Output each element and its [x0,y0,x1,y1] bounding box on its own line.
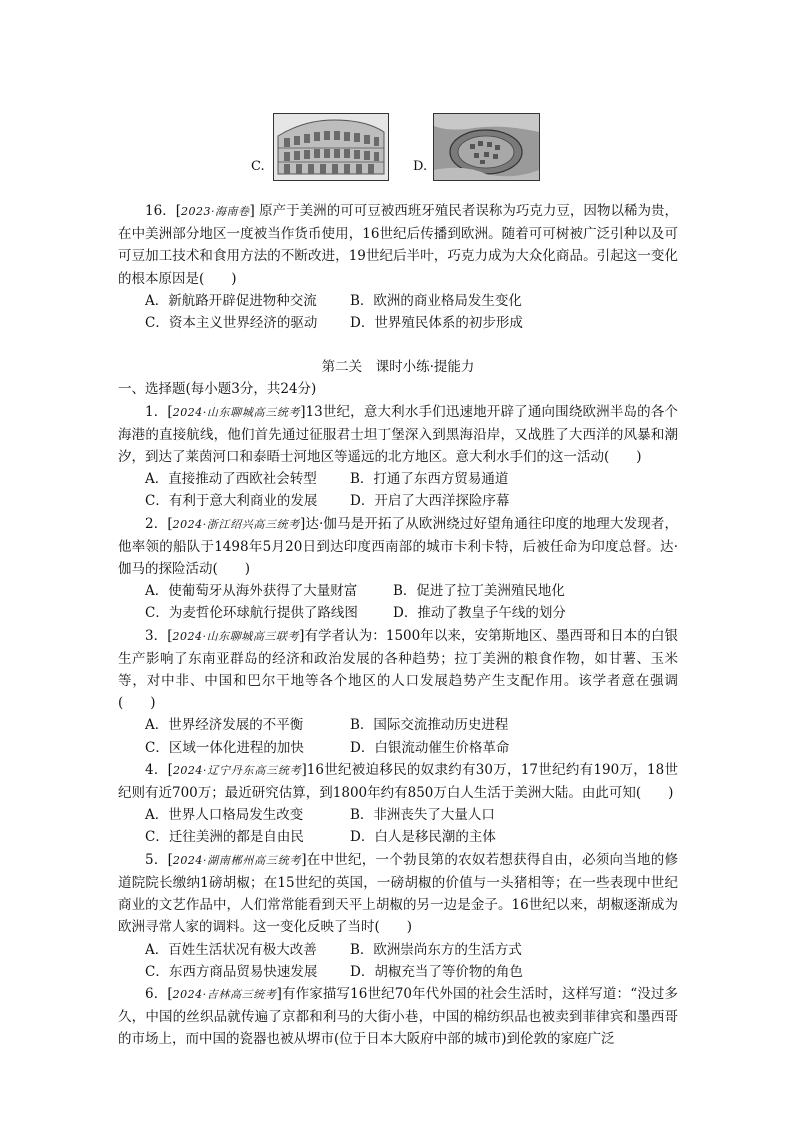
option-b[interactable]: B．欧洲崇尚东方的生活方式 [350,941,522,958]
question-1-options [118,468,678,512]
option-b[interactable]: B．促进了拉丁美洲殖民地化 [393,583,565,600]
question-source: 2024·湖南郴州高三统考 [172,853,302,867]
question-text: 达·伽马是开拓了从欧洲绕过好望角通往印度的地理大发现者，他率领的船队于1498年5月20日到达印度西南部的城市卡利卡特，后被任命为印度总督。达·伽马的探险活动( ) [118,515,678,578]
document-body [118,200,678,1051]
option-d[interactable]: D．开启了大西洋探险序幕 [350,493,510,510]
option-c-label: C. [251,159,265,174]
question-source: 2024·吉林高三统考 [172,987,277,1001]
option-a[interactable]: A．新航路开辟促进物种交流 [145,292,317,309]
option-a[interactable]: A．百姓生活状况有极大改善 [145,941,317,958]
option-d[interactable]: D．白人是移民潮的主体 [350,829,496,846]
question-3 [118,625,678,759]
option-d[interactable]: D．推动了教皇子午线的划分 [393,605,566,622]
part-heading: 一、选择题(每小题3分，共24分) [118,381,317,398]
question-1 [118,401,678,513]
question-4-options [118,804,678,848]
option-a[interactable]: A．直接推动了西欧社会转型 [145,471,317,488]
question-number: 4． [145,761,168,778]
question-1-stem: 1．[2024·山东聊城高三统考]13世纪，意大利水手们迅速地开辟了通向围绕欧洲半岛的各个海港的直接航线，他们首先通过征服君士坦丁堡深入到黑海沿岸，又战胜了大西洋的风暴和潮汐，到达了莱茵河口和泰晤士河地区等遥远的北方地区。意大利水手们的这一活动( ) [118,403,678,466]
option-c[interactable]: C．东西方商品贸易快速发展 [145,963,318,980]
option-c[interactable]: C．资本主义世界经济的驱动 [145,315,318,332]
option-a[interactable]: A．世界经济发展的不平衡 [145,717,304,734]
option-b[interactable]: B．打通了东西方贸易通道 [350,471,509,488]
question-6-stem: 6．[2024·吉林高三统考]有作家描写16世纪70年代外国的社会生活时，这样写道：“没过多久，中国的丝织品就传遍了京都和利马的大街小巷，中国的棉纺织品也被卖到菲律宾和墨西哥的市场上，而中国的瓷器也被从堺市(位于日本大阪府中部的城市)到伦敦的家庭广泛 [118,985,678,1048]
question-number: 16． [145,203,176,219]
walled-city-map-image [433,113,540,181]
option-c[interactable]: C．有利于意大利商业的发展 [145,493,318,510]
question-16-stem: 16．[2023·海南卷] 原产于美洲的可可豆被西班牙殖民者误称为巧克力豆，因物以稀为贵，在中美洲部分地区一度被当作货币使用，16世纪后传播到欧洲。随着可可树被广泛引种以及可可豆加工技术和食用方法的不断改进，19世纪后半叶，巧克力成为大众化商品。引起这一变化的根本原因是( ) [118,203,679,287]
question-text: 有学者认为：1500年以来，安第斯地区、墨西哥和日本的白银生产影响了东南亚群岛的经济和政治发展的各种趋势；拉丁美洲的粮食作物，如甘薯、玉米等，对中非、中国和巴尔干地等各个地区的人口发展趋势产生支配作用。该学者意在强调( ) [118,627,679,712]
question-source: 2024·浙江绍兴高三统考 [172,517,300,531]
option-d[interactable]: D．世界殖民体系的初步形成 [350,315,523,332]
question-text: 有作家描写16世纪70年代外国的社会生活时，这样写道：“没过多久，中国的丝织品就传遍了京都和利马的大街小巷，中国的棉纺织品也被卖到菲律宾和墨西哥的市场上，而中国的瓷器也被从堺市(位于日本大阪府中部的城市)到伦敦的家庭广泛 [118,985,678,1048]
question-16 [118,200,678,334]
question-4 [118,759,678,849]
question-5 [118,849,678,983]
question-6 [118,983,678,1051]
question-source: 2024·山东聊城高三统考 [172,405,301,419]
question-text: 原产于美洲的可可豆被西班牙殖民者误称为巧克力豆，因物以稀为贵，在中美洲部分地区一度被当作货币使用，16世纪后传播到欧洲。随着可可树被广泛引种以及可可豆加工技术和食用方法的不断改进，19世纪后半叶，巧克力成为大众化商品。引起这一变化的根本原因是( ) [118,203,679,287]
option-a[interactable]: A．世界人口格局发生改变 [145,807,304,824]
question-3-stem: 3．[2024·山东聊城高三联考]有学者认为：1500年以来，安第斯地区、墨西哥和日本的白银生产影响了东南亚群岛的经济和政治发展的各种趋势；拉丁美洲的粮食作物，如甘薯、玉米等，对中非、中国和巴尔干地等各个地区的人口发展趋势产生支配作用。该学者意在强调( ) [118,627,679,712]
question-5-stem: 5．[2024·湖南郴州高三统考]在中世纪，一个勃艮第的农奴若想获得自由，必须向当地的修道院院长缴纳1磅胡椒；在15世纪的英国，一磅胡椒的价值与一头猪相等；在一些表现中世纪商业的文艺作品中，人们常常能看到天平上胡椒的另一边是金子。16世纪以来，胡椒逐渐成为欧洲寻常人家的调料。这一变化反映了当时( ) [118,851,678,936]
question-text: 13世纪，意大利水手们迅速地开辟了通向围绕欧洲半岛的各个海港的直接航线，他们首先通过征服君士坦丁堡深入到黑海沿岸，又战胜了大西洋的风暴和潮汐，到达了莱茵河口和泰晤士河地区等遥远的北方地区。意大利水手们的这一活动( ) [118,403,678,466]
colosseum-image [273,113,389,181]
question-number: 6． [145,985,168,1002]
option-d[interactable]: D．胡椒充当了等价物的角色 [350,963,523,980]
question-number: 2． [145,515,168,532]
option-c[interactable]: C．区域一体化进程的加快 [145,739,304,756]
option-b[interactable]: B．非洲丧失了大量人口 [350,807,495,824]
question-16-options [118,290,678,334]
option-c[interactable]: C．为麦哲伦环球航行提供了路线图 [145,605,358,622]
question-5-options [118,939,678,983]
question-source: 2024·山东聊城高三联考 [172,629,300,643]
question-source: 2024·辽宁丹东高三统考 [172,763,302,777]
question-2-stem: 2．[2024·浙江绍兴高三统考]达·伽马是开拓了从欧洲绕过好望角通往印度的地理大发现者，他率领的船队于1498年5月20日到达印度西南部的城市卡利卡特，后被任命为印度总督。达·伽马的探险活动( ) [118,515,678,578]
question-text: 在中世纪，一个勃艮第的农奴若想获得自由，必须向当地的修道院院长缴纳1磅胡椒；在15世纪的英国，一磅胡椒的价值与一头猪相等；在一些表现中世纪商业的文艺作品中，人们常常能看到天平上胡椒的另一边是金子。16世纪以来，胡椒逐渐成为欧洲寻常人家的调料。这一变化反映了当时( ) [118,851,678,936]
option-d-label: D. [413,159,428,174]
option-d[interactable]: D．白银流动催生价格革命 [350,739,510,756]
option-b[interactable]: B．欧洲的商业格局发生变化 [350,292,522,309]
question-number: 5． [145,851,168,868]
option-c[interactable]: C．迁往美洲的都是自由民 [145,829,304,846]
question-2 [118,513,678,625]
question-text: 16世纪被迫移民的奴隶约有30万，17世纪约有190万，18世纪则有近700万；最近研究估算，到1800年约有850万白人生活于美洲大陆。由此可知( ) [118,761,678,802]
question-number: 3． [145,627,168,644]
question-number: 1． [145,403,168,420]
question-4-stem: 4．[2024·辽宁丹东高三统考]16世纪被迫移民的奴隶约有30万，17世纪约有190万，18世纪则有近700万；最近研究估算，到1800年约有850万白人生活于美洲大陆。由此可知( ) [118,761,678,802]
option-a[interactable]: A．使葡萄牙从海外获得了大量财富 [145,583,358,600]
image-options-row [0,113,794,183]
question-source: 2023·海南卷 [181,205,250,218]
question-3-options [118,714,678,758]
section-title: 第二关 课时小练·提能力 [321,359,475,376]
question-2-options [118,580,678,624]
option-b[interactable]: B．国际交流推动历史进程 [350,717,509,734]
